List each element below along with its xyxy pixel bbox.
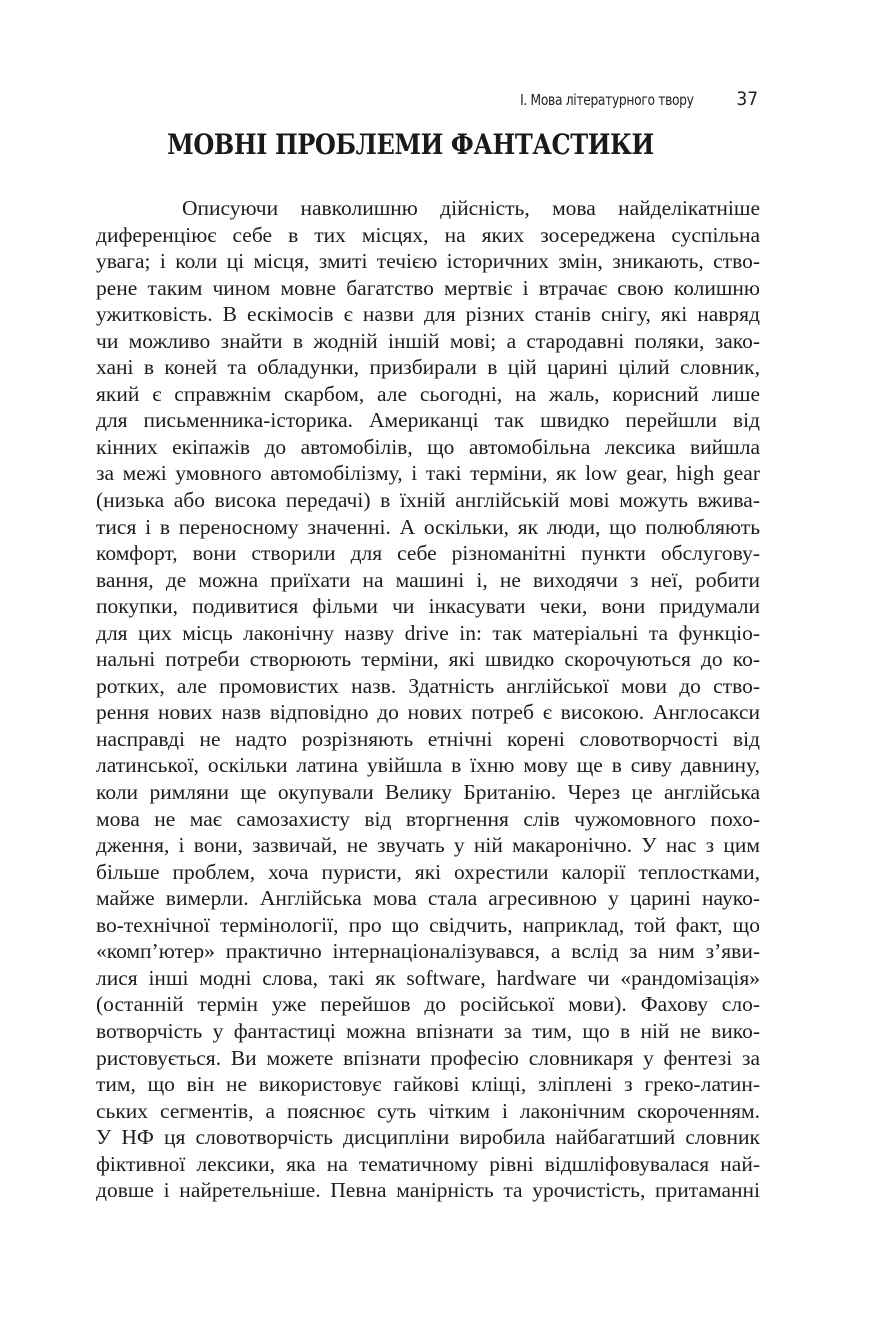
text-line: (останній термін уже перейшов до російської мови). Фахову сло- bbox=[96, 992, 760, 1017]
text-line: ужитковість. В ескімосів є назви для різних станів снігу, які навряд bbox=[96, 302, 760, 327]
text-line: для письменника-історика. Американці так швидко перейшли від bbox=[96, 408, 760, 433]
text-line: більше проблем, хоча пуристи, які охрестили калорії теплостками, bbox=[96, 859, 760, 884]
text-line: нальні потреби створюють терміни, які швидко скорочуються до ко- bbox=[96, 647, 760, 672]
text-line: увага; і коли ці місця, змиті течією історичних змін, зникають, ство- bbox=[96, 249, 760, 274]
text-line: У НФ ця словотворчість дисципліни виробила найбагатший словник bbox=[96, 1125, 760, 1150]
text-line: лися інші модні слова, такі як software, hardware чи «рандомізація» bbox=[96, 965, 760, 990]
text-line: коли римляни ще окупували Велику Британію. Через це англійська bbox=[96, 780, 760, 805]
text-line: ристовується. Ви можете впізнати професію словникаря у фентезі за bbox=[96, 1045, 760, 1070]
text-line: який є справжнім скарбом, але сьогодні, на жаль, корисний лише bbox=[96, 381, 760, 406]
text-line: диференціює себе в тих місцях, на яких зосереджена суспільна bbox=[96, 222, 760, 247]
text-line: (низька або висока передачі) в їхній англійській мові можуть вжива- bbox=[96, 488, 760, 513]
text-line: «комп’ютер» практично інтернаціоналізувався, а вслід за ним з’яви- bbox=[96, 939, 760, 964]
text-line: тися і в переносному значенні. А оскільки, як люди, що полюбляють bbox=[96, 514, 760, 539]
text-line: насправді не надто розрізняють етнічні корені словотворчості від bbox=[96, 726, 760, 751]
text-line: Описуючи навколишню дійсність, мова найделікатніше bbox=[182, 196, 760, 220]
text-line: вання, де можна приїхати на машині і, не виходячи з неї, робити bbox=[96, 567, 760, 592]
text-line: дження, і вони, зазвичай, не звучать у ній макаронічно. У нас з цим bbox=[96, 833, 760, 858]
text-line: во-технічної термінології, про що свідчить, наприклад, той факт, що bbox=[96, 912, 760, 937]
text-line: рення нових назв відповідно до нових потреб є високою. Англосакси bbox=[96, 700, 760, 725]
chapter-title: МОВНІ ПРОБЛЕМИ ФАНТАСТИКИ bbox=[167, 128, 654, 161]
text-line: ських сегментів, а пояснює суть чітким і лаконічним скороченням. bbox=[96, 1098, 760, 1123]
text-line: комфорт, вони створили для себе різноманітні пункти обслугову- bbox=[96, 541, 760, 566]
running-head bbox=[96, 88, 760, 112]
text-line: хані в коней та обладунки, призбирали в цій царині цілий словник, bbox=[96, 355, 760, 380]
text-line: ротких, але промовистих назв. Здатність англійської мови до ство- bbox=[96, 673, 760, 698]
text-line: латинської, оскільки латина увійшла в їхню мову ще в сиву давнину, bbox=[96, 753, 760, 778]
text-line: за межі умовного автомобілізму, і такі терміни, як low gear, high gear bbox=[96, 461, 760, 486]
text-line: фіктивної лексики, яка на тематичному рівні відшліфовувалася най- bbox=[96, 1151, 760, 1176]
text-line: чи можливо знайти в жодній іншій мові; а стародавні поляки, зако- bbox=[96, 328, 760, 353]
page-number: 37 bbox=[736, 88, 758, 110]
body-paragraph bbox=[96, 195, 760, 1204]
text-line: вотворчість у фантастиці можна впізнати за тим, що в ній не вико- bbox=[96, 1018, 760, 1043]
text-line: рене таким чином мовне багатство мертвіє і втрачає свою колишню bbox=[96, 275, 760, 300]
text-line: довше і найретельніше. Певна манірність та урочистість, притаманні bbox=[96, 1178, 760, 1203]
text-line: майже вимерли. Англійська мова стала агресивною у царині науко- bbox=[96, 886, 760, 911]
text-line: кінних екіпажів до автомобілів, що автомобільна лексика вийшла bbox=[96, 434, 760, 459]
text-line: покупки, подивитися фільми чи інкасувати чеки, вони придумали bbox=[96, 594, 760, 619]
text-line: для цих місць лаконічну назву drive in: так матеріальні та функціо- bbox=[96, 620, 760, 645]
text-line: мова не має самозахисту від вторгнення слів чужомовного похо- bbox=[96, 806, 760, 831]
text-line: тим, що він не використовує гайкові кліщі, зліплені з греко-латин- bbox=[96, 1072, 760, 1097]
running-head-section: І. Мова літературного твору bbox=[520, 91, 694, 109]
